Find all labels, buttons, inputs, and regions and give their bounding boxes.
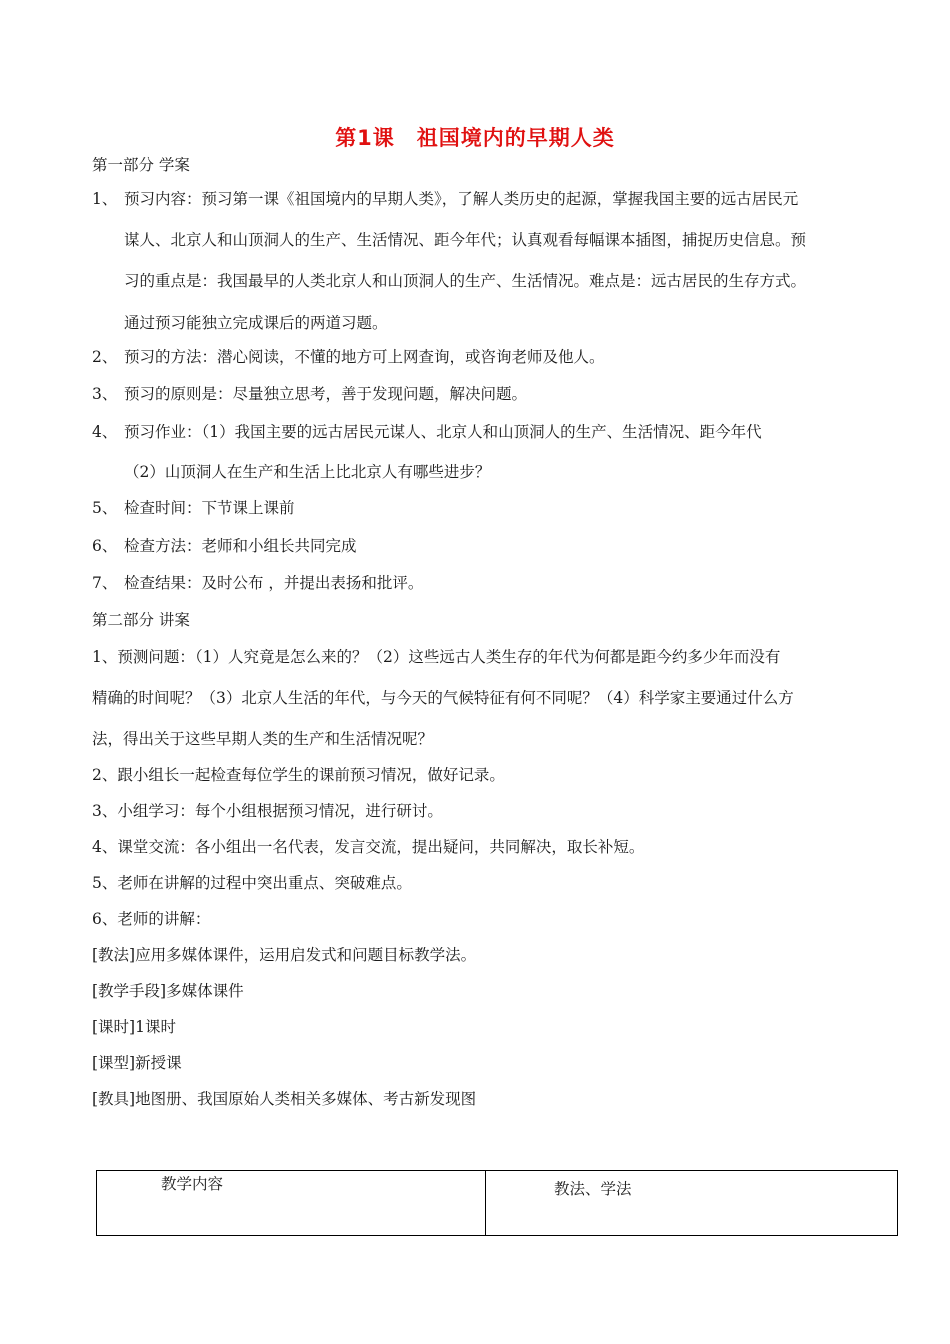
part2-line-9: [教法]应用多媒体课件，运用启发式和问题目标教学法。 — [92, 946, 477, 964]
part1-item-7 — [92, 573, 423, 593]
item-number: 7、 — [92, 574, 118, 592]
teaching-table — [96, 1170, 898, 1236]
part2-heading: 第二部分 讲案 — [92, 611, 190, 629]
item-text: 检查方法：老师和小组长共同完成 — [124, 537, 357, 555]
part1-item-3 — [92, 384, 527, 404]
table-header-methods: 教法、学法 — [554, 1180, 632, 1198]
part1-item-1-line-2: 谋人、北京人和山顶洞人的生产、生活情况、距今年代；认真观看每幅课本插图，捕捉历史信息。预 — [124, 231, 807, 249]
table-cell-content — [97, 1171, 486, 1236]
item-number: 6、 — [92, 537, 118, 555]
part2-line-1: 1、预测问题：（1）人究竟是怎么来的？（2）这些远古人类生存的年代为何都是距今约多少年而没有 — [92, 648, 781, 666]
part2-line-12: [课型]新授课 — [92, 1054, 182, 1072]
part2-line-8: 6、老师的讲解： — [92, 910, 211, 928]
item-number: 4、 — [92, 423, 118, 441]
part1-heading: 第一部分 学案 — [92, 156, 190, 174]
part2-line-5: 3、小组学习：每个小组根据预习情况，进行研讨。 — [92, 802, 443, 820]
item-text: 预习的方法：潜心阅读，不懂的地方可上网查询，或咨询老师及他人。 — [124, 348, 605, 366]
part1-item-2 — [92, 347, 605, 367]
part2-line-4: 2、跟小组长一起检查每位学生的课前预习情况，做好记录。 — [92, 766, 505, 784]
part1-item-1-line-3: 习的重点是：我国最早的人类北京人和山顶洞人的生产、生活情况。难点是：远古居民的生存方式。 — [124, 272, 807, 290]
item-number: 2、 — [92, 348, 118, 366]
part2-line-13: [教具]地图册、我国原始人类相关多媒体、考古新发现图 — [92, 1090, 477, 1108]
part2-line-7: 5、老师在讲解的过程中突出重点、突破难点。 — [92, 874, 412, 892]
table-row — [97, 1171, 898, 1236]
part2-line-10: [教学手段]多媒体课件 — [92, 982, 244, 1000]
table-header-content: 教学内容 — [161, 1175, 224, 1193]
item-text: 检查时间：下节课上课前 — [124, 499, 295, 517]
part1-item-1-line-4: 通过预习能独立完成课后的两道习题。 — [124, 314, 388, 332]
item-text: 检查结果：及时公布 ，并提出表扬和批评。 — [124, 574, 424, 592]
part2-line-11: [课时]1课时 — [92, 1018, 176, 1036]
item-number: 5、 — [92, 499, 118, 517]
part2-line-6: 4、课堂交流：各小组出一名代表，发言交流，提出疑问，共同解决，取长补短。 — [92, 838, 645, 856]
item-text: 预习内容：预习第一课《祖国境内的早期人类》，了解人类历史的起源，掌握我国主要的远古居民元 — [124, 190, 799, 208]
lesson-title: 第1课 祖国境内的早期人类 — [335, 126, 615, 150]
part1-item-6 — [92, 536, 357, 556]
part2-line-2: 精确的时间呢？（3）北京人生活的年代，与今天的气候特征有何不同呢？（4）科学家主要通过什么方 — [92, 689, 794, 707]
part1-item-5 — [92, 498, 295, 518]
item-number: 3、 — [92, 385, 118, 403]
item-text: 预习的原则是：尽量独立思考，善于发现问题，解决问题。 — [124, 385, 528, 403]
part1-item-4-line-2: （2）山顶洞人在生产和生活上比北京人有哪些进步？ — [124, 463, 491, 481]
part1-item-4 — [92, 422, 762, 442]
part1-item-1 — [92, 189, 798, 209]
item-number: 1、 — [92, 190, 118, 208]
part2-line-3: 法，得出关于这些早期人类的生产和生活情况呢？ — [92, 730, 434, 748]
table-cell-methods — [486, 1171, 898, 1236]
item-text: 预习作业：（1）我国主要的远古居民元谋人、北京人和山顶洞人的生产、生活情况、距今年代 — [124, 423, 762, 441]
